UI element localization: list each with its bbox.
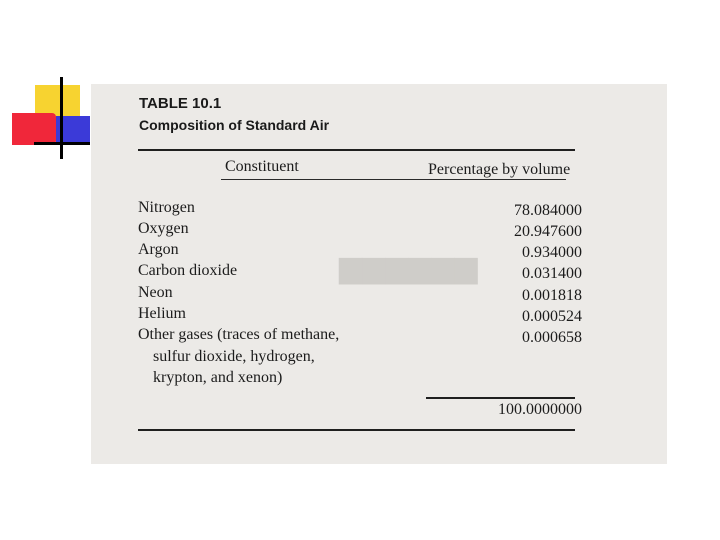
row-name: Oxygen xyxy=(138,220,189,237)
table-number: TABLE 10.1 xyxy=(139,95,222,112)
row-value: 0.000658 xyxy=(522,329,582,346)
row-name-continuation: sulfur dioxide, hydrogen, xyxy=(153,348,315,365)
row-value: 0.000524 xyxy=(522,308,582,325)
row-value: 78.084000 xyxy=(514,202,582,219)
row-name: Argon xyxy=(138,241,179,258)
column-header-percentage: Percentage by volume xyxy=(428,161,571,178)
row-name-continuation: krypton, and xenon) xyxy=(153,369,283,386)
deco-horizontal-line xyxy=(34,142,90,145)
deco-red-square xyxy=(12,113,56,145)
row-name: Helium xyxy=(138,305,186,322)
row-name: Neon xyxy=(138,284,173,301)
row-value: 0.031400 xyxy=(522,265,582,282)
table-title: Composition of Standard Air xyxy=(139,117,330,133)
row-value: 0.001818 xyxy=(522,287,582,304)
total-rule xyxy=(426,397,575,399)
column-header-constituent: Constituent xyxy=(225,158,299,175)
header-underline xyxy=(221,179,566,180)
bleed-through-texture: ▆▆▆▆▆▆ xyxy=(339,251,478,284)
row-name: Nitrogen xyxy=(138,199,195,216)
row-name: Other gases (traces of methane, xyxy=(138,326,340,343)
total-value: 100.0000000 xyxy=(498,401,582,418)
scanned-page xyxy=(91,84,667,464)
row-value: 0.934000 xyxy=(522,244,582,261)
table-bottom-rule xyxy=(138,429,575,431)
row-value: 20.947600 xyxy=(514,223,582,240)
deco-vertical-line xyxy=(60,77,63,159)
row-name: Carbon dioxide xyxy=(138,262,238,279)
table-top-rule xyxy=(138,149,575,151)
